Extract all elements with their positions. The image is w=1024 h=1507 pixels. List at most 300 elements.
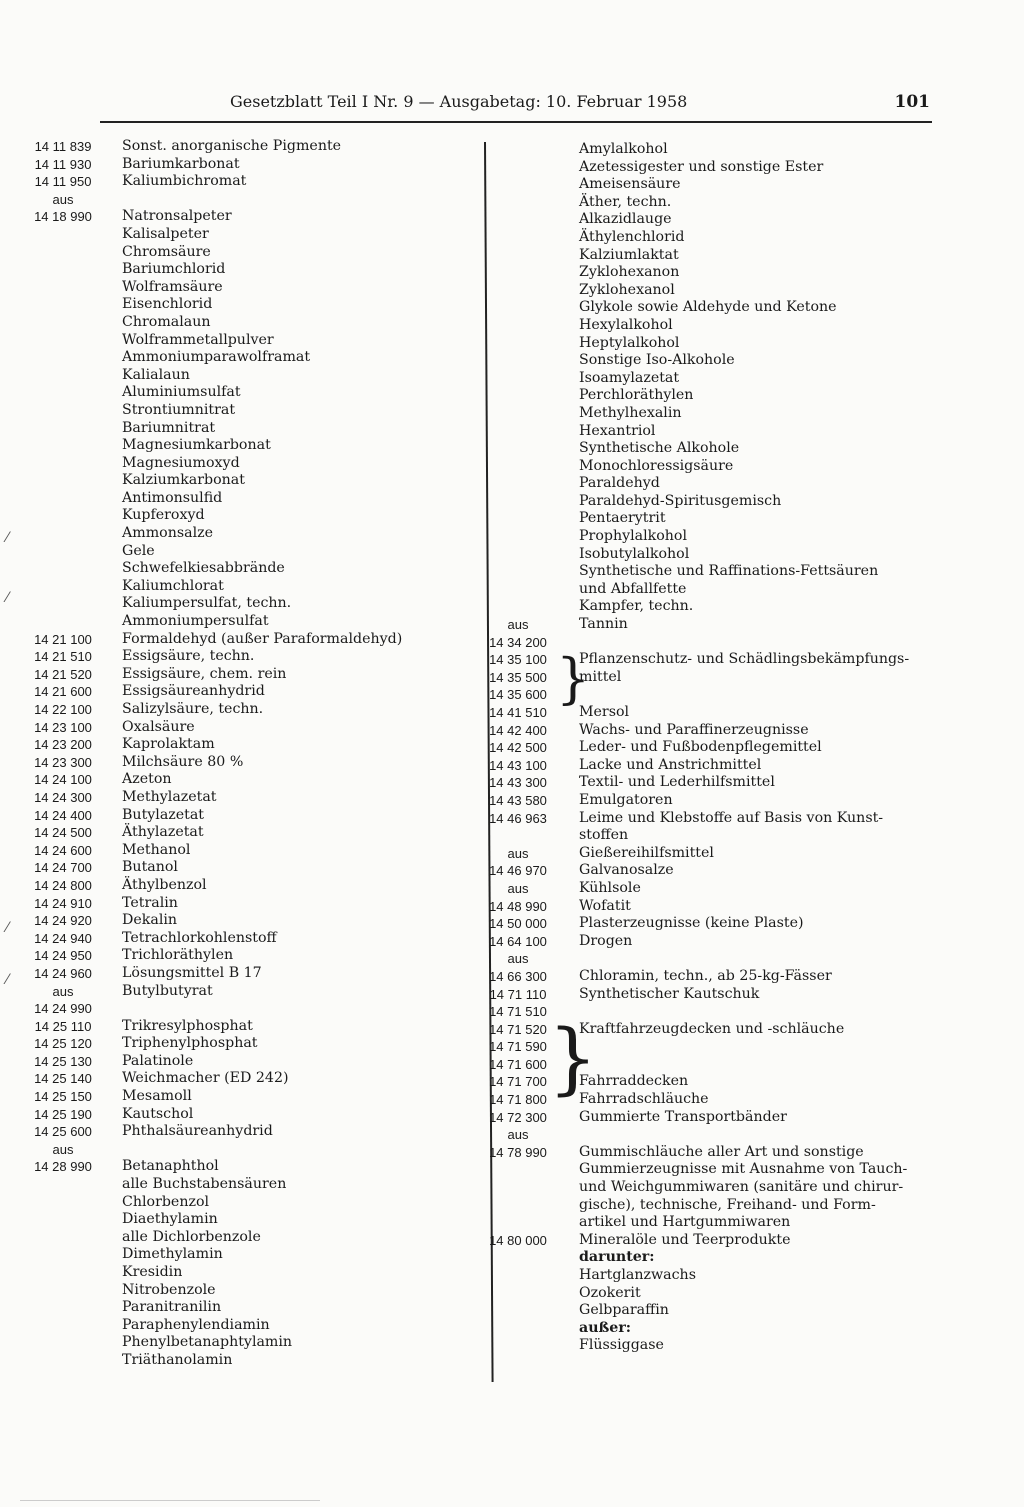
commodity-description: Wachs- und Paraffinerzeugnisse [579, 721, 809, 738]
commodity-code: 14 46 970 [489, 863, 547, 879]
right-column-entry [476, 546, 936, 564]
commodity-description: Kampfer, techn. [579, 598, 694, 615]
commodity-code: 14 24 960 [34, 965, 92, 981]
left-column-entry [20, 332, 460, 350]
commodity-description: Bariumkarbonat [122, 155, 240, 172]
commodity-description: Ozokerit [579, 1284, 641, 1301]
commodity-description: Äthylazetat [122, 824, 204, 841]
right-column-entry [476, 458, 936, 476]
commodity-description: Synthetischer Kautschuk [579, 985, 760, 1002]
commodity-description: Lösungsmittel B 17 [122, 964, 262, 981]
commodity-code: 14 24 920 [34, 913, 92, 929]
commodity-description: Kaliumpersulfat, techn. [122, 595, 292, 612]
right-column-entry [476, 1320, 936, 1338]
right-column-entry [476, 528, 936, 546]
left-column-entry [20, 191, 460, 209]
left-column-entry [20, 1334, 460, 1352]
commodity-code: 14 25 110 [34, 1018, 92, 1034]
commodity-description: alle Buchstabensäuren [122, 1176, 287, 1193]
commodity-description: Azetessigester und sonstige Ester [579, 158, 824, 175]
right-column-entry [476, 229, 936, 247]
commodity-description: Zyklohexanon [579, 264, 680, 281]
commodity-description: Butylazetat [122, 806, 205, 823]
commodity-description: Paraphenylendiamin [122, 1316, 270, 1333]
commodity-code: 14 24 500 [34, 825, 92, 841]
commodity-description: und Weichgummiwaren (sanitäre und chirur- [579, 1179, 904, 1196]
right-column-entry [476, 1232, 936, 1250]
commodity-code: 14 80 000 [489, 1232, 547, 1248]
commodity-description: Formaldehyd (außer Paraformaldehyd) [122, 630, 403, 647]
commodity-description: Hartglanzwachs [579, 1267, 696, 1283]
right-column-entry [476, 986, 936, 1004]
right-column-entry [476, 1302, 936, 1320]
right-column-entry [476, 475, 936, 493]
commodity-description: stoffen [579, 827, 629, 844]
right-column-entry [476, 1197, 936, 1215]
right-column-entry [476, 282, 936, 300]
commodity-code: 14 71 590 [489, 1039, 547, 1055]
commodity-description: Tetralin [122, 894, 178, 911]
commodity-description: Isobutylalkohol [579, 545, 690, 562]
left-column-entry [20, 842, 460, 860]
commodity-description: Strontiumnitrat [122, 401, 236, 418]
brace-kraftfahrzeug: } [548, 1014, 598, 1104]
right-column-entry [476, 1073, 936, 1091]
commodity-code: 14 42 400 [489, 722, 547, 738]
right-column [476, 141, 936, 1355]
right-column-entry [476, 968, 936, 986]
right-column-entry [476, 1091, 936, 1109]
commodity-description: Gummierte Transportbänder [579, 1108, 787, 1125]
left-column-entry [20, 719, 460, 737]
commodity-description: Butanol [122, 859, 178, 876]
commodity-description: Kupferoxyd [122, 507, 205, 524]
commodity-code: 14 24 950 [34, 948, 92, 964]
commodity-description: Wolframsäure [122, 278, 223, 295]
commodity-description: außer: [579, 1319, 632, 1336]
left-column-entry [20, 490, 460, 508]
commodity-description: Leime und Klebstoffe auf Basis von Kunst- [579, 809, 884, 826]
commodity-description: Trichloräthylen [122, 947, 234, 964]
commodity-description: Dekalin [122, 912, 178, 929]
left-column-entry [20, 1317, 460, 1335]
commodity-code: aus [507, 617, 529, 633]
left-column-entry [20, 578, 460, 596]
commodity-code: 14 64 100 [489, 933, 547, 949]
left-column-entry [20, 701, 460, 719]
left-column-entry [20, 1211, 460, 1229]
right-column-entry [476, 211, 936, 229]
commodity-description: Äthylbenzol [122, 876, 207, 893]
commodity-code: 14 24 700 [34, 860, 92, 876]
commodity-code: 14 71 110 [489, 986, 547, 1002]
commodity-code: 14 21 510 [34, 649, 92, 665]
commodity-description: Monochloressigsäure [579, 457, 734, 474]
right-column-entry [476, 510, 936, 528]
left-column-entry [20, 244, 460, 262]
commodity-code: 14 21 600 [34, 684, 92, 700]
commodity-code: aus [52, 1141, 74, 1157]
commodity-code: aus [507, 845, 529, 861]
commodity-description: Ammonsalze [122, 525, 213, 542]
right-column-entry [476, 1179, 936, 1197]
left-column-entry [20, 314, 460, 332]
commodity-description: Drogen [579, 932, 633, 949]
commodity-description: Natronsalpeter [122, 208, 232, 225]
left-column-entry [20, 1352, 460, 1370]
commodity-description: Alkazidlauge [579, 211, 672, 228]
right-column-entry [476, 1214, 936, 1232]
left-column-entry [20, 789, 460, 807]
commodity-code: 14 11 930 [34, 156, 92, 172]
commodity-description: Kalziumlaktat [579, 246, 679, 263]
commodity-code: 14 23 100 [34, 719, 92, 735]
commodity-description: Salizylsäure, techn. [122, 701, 264, 717]
commodity-code: 14 42 500 [489, 740, 547, 756]
commodity-code: aus [507, 951, 529, 967]
commodity-description: Kaliumbichromat [122, 173, 247, 190]
commodity-description: Textil- und Lederhilfsmittel [579, 774, 775, 791]
commodity-description: Milchsäure 80 % [122, 753, 244, 770]
left-column-entry [20, 138, 460, 156]
gazette-title: Gesetzblatt Teil I Nr. 9 — Ausgabetag: 10. Februar 1958 [230, 92, 688, 111]
commodity-code: aus [52, 191, 74, 207]
margin-tick-mark: ⁄ [6, 972, 9, 988]
left-column [20, 138, 460, 1370]
commodity-description: Kautschol [122, 1105, 194, 1122]
right-column-entry [476, 176, 936, 194]
commodity-description: Phthalsäureanhydrid [122, 1123, 273, 1140]
commodity-code: 14 48 990 [489, 898, 547, 914]
left-column-entry [20, 1000, 460, 1018]
right-column-entry [476, 1003, 936, 1021]
right-column-entry [476, 423, 936, 441]
left-column-entry [20, 631, 460, 649]
left-column-entry [20, 877, 460, 895]
right-column-entry [476, 598, 936, 616]
commodity-code: 14 24 800 [34, 877, 92, 893]
left-column-entry [20, 1158, 460, 1176]
brace-pflanzenschutz: } [556, 647, 591, 710]
left-column-entry [20, 666, 460, 684]
commodity-code: 14 78 990 [489, 1144, 547, 1160]
commodity-description: Isoamylazetat [579, 369, 680, 386]
commodity-code: 14 25 120 [34, 1036, 92, 1052]
commodity-description: Eisenchlorid [122, 296, 213, 313]
commodity-description: Fahrradschläuche [579, 1091, 709, 1108]
right-column-entry [476, 651, 936, 669]
left-column-entry [20, 560, 460, 578]
left-column-entry [20, 402, 460, 420]
right-column-entry [476, 1126, 936, 1144]
left-column-entry [20, 279, 460, 297]
right-column-entry [476, 299, 936, 317]
left-column-entry [20, 384, 460, 402]
right-column-entry [476, 1285, 936, 1303]
commodity-description: Kalisalpeter [122, 225, 209, 242]
commodity-description: und Abfallfette [579, 580, 687, 597]
commodity-code: 14 50 000 [489, 916, 547, 932]
commodity-description: Methanol [122, 841, 191, 858]
right-column-entry [476, 1267, 936, 1285]
commodity-description: Lacke und Anstrichmittel [579, 756, 762, 773]
commodity-code: 14 66 300 [489, 968, 547, 984]
commodity-code: 14 43 580 [489, 792, 547, 808]
commodity-description: Essigsäureanhydrid [122, 683, 265, 700]
commodity-description: Paraldehyd [579, 475, 660, 492]
commodity-code: aus [52, 983, 74, 999]
right-column-entry [476, 1056, 936, 1074]
commodity-description: Tetrachlorkohlenstoff [122, 929, 277, 946]
commodity-description: alle Dichlorbenzole [122, 1228, 261, 1245]
commodity-code: 14 35 500 [489, 669, 547, 685]
right-column-entry [476, 159, 936, 177]
commodity-code: 14 28 990 [34, 1159, 92, 1175]
left-column-entry [20, 595, 460, 613]
commodity-description: Glykole sowie Aldehyde und Ketone [579, 299, 837, 316]
right-column-entry [476, 581, 936, 599]
left-column-entry [20, 261, 460, 279]
commodity-description: Synthetische Alkohole [579, 440, 740, 457]
left-column-entry [20, 208, 460, 226]
commodity-code: 14 34 200 [489, 634, 547, 650]
right-column-entry [476, 757, 936, 775]
right-column-entry [476, 370, 936, 388]
left-column-entry [20, 1106, 460, 1124]
commodity-code: 14 71 700 [489, 1074, 547, 1090]
commodity-description: Sonst. anorganische Pigmente [122, 138, 342, 154]
commodity-description: Äther, techn. [579, 193, 672, 210]
left-column-entry [20, 349, 460, 367]
left-column-entry [20, 771, 460, 789]
left-column-entry [20, 859, 460, 877]
commodity-description: artikel und Hartgummiwaren [579, 1214, 791, 1231]
left-column-entry [20, 895, 460, 913]
left-column-entry [20, 226, 460, 244]
right-column-entry [476, 774, 936, 792]
left-column-entry [20, 947, 460, 965]
commodity-description: Gele [122, 542, 155, 559]
commodity-description: Paranitranilin [122, 1299, 222, 1316]
left-column-entry [20, 930, 460, 948]
commodity-description: Kraftfahrzeugdecken und -schläuche [579, 1020, 845, 1037]
commodity-code: aus [507, 880, 529, 896]
left-column-entry [20, 1088, 460, 1106]
commodity-description: Methylazetat [122, 788, 217, 805]
commodity-description: Zyklohexanol [579, 281, 675, 298]
commodity-description: Chromsäure [122, 243, 211, 260]
right-column-entry [476, 317, 936, 335]
right-column-entry [476, 141, 936, 159]
page-header [230, 88, 930, 116]
commodity-description: Magnesiumkarbonat [122, 437, 271, 454]
commodity-code: 14 43 100 [489, 757, 547, 773]
left-column-entry [20, 472, 460, 490]
commodity-description: Bariumnitrat [122, 419, 216, 436]
commodity-description: Chlorbenzol [122, 1193, 210, 1210]
commodity-code: 14 24 400 [34, 807, 92, 823]
commodity-code: 14 35 600 [489, 687, 547, 703]
commodity-description: Mesamoll [122, 1088, 192, 1105]
commodity-description: Azeton [122, 771, 172, 788]
commodity-description: Pentaerytrit [579, 510, 666, 527]
commodity-description: Chromalaun [122, 313, 211, 330]
right-column-entry [476, 616, 936, 634]
commodity-description: Fahrraddecken [579, 1073, 689, 1090]
commodity-code: 14 25 190 [34, 1106, 92, 1122]
commodity-description: Hexylalkohol [579, 316, 673, 333]
right-column-entry [476, 1249, 936, 1267]
left-column-entry [20, 1176, 460, 1194]
left-column-entry [20, 156, 460, 174]
commodity-code: 14 25 150 [34, 1089, 92, 1105]
right-column-entry [476, 845, 936, 863]
commodity-code: 14 24 600 [34, 842, 92, 858]
commodity-code: 14 25 600 [34, 1124, 92, 1140]
left-column-entry [20, 507, 460, 525]
commodity-description: Gelbparaffin [579, 1302, 669, 1319]
commodity-code: 14 11 839 [34, 139, 92, 154]
commodity-description: Gießereihilfsmittel [579, 844, 714, 861]
right-column-entry [476, 704, 936, 722]
right-column-entry [476, 1337, 936, 1355]
commodity-description: Phenylbetanaphtylamin [122, 1334, 293, 1351]
left-column-entry [20, 1194, 460, 1212]
commodity-description: Trikresylphosphat [122, 1017, 253, 1034]
right-column-entry [476, 634, 936, 652]
commodity-description: Perchloräthylen [579, 387, 694, 404]
right-column-entry [476, 335, 936, 353]
right-column-entry [476, 915, 936, 933]
left-column-entry [20, 613, 460, 631]
right-column-entry [476, 739, 936, 757]
commodity-code: 14 24 100 [34, 772, 92, 788]
right-column-entry [476, 264, 936, 282]
right-column-entry [476, 862, 936, 880]
right-column-entry [476, 669, 936, 687]
left-column-entry [20, 1123, 460, 1141]
right-column-entry [476, 493, 936, 511]
commodity-description: Kalziumkarbonat [122, 472, 245, 489]
right-column-entry [476, 1021, 936, 1039]
right-column-entry [476, 686, 936, 704]
commodity-code: 14 23 200 [34, 737, 92, 753]
right-column-entry [476, 880, 936, 898]
commodity-description: Palatinole [122, 1052, 194, 1069]
bottom-scan-edge [20, 1500, 320, 1501]
commodity-description: Prophylalkohol [579, 528, 687, 545]
left-column-entry [20, 1141, 460, 1159]
left-column-entry [20, 543, 460, 561]
commodity-description: Methylhexalin [579, 404, 682, 421]
right-column-entry [476, 933, 936, 951]
commodity-description: Kühlsole [579, 879, 641, 896]
margin-tick-mark: ⁄ [6, 530, 9, 546]
commodity-code: 14 71 800 [489, 1092, 547, 1108]
commodity-code: 14 21 100 [34, 631, 92, 647]
commodity-description: Gummierzeugnisse mit Ausnahme von Tauch- [579, 1161, 908, 1178]
commodity-code: 14 24 940 [34, 930, 92, 946]
commodity-description: Hexantriol [579, 422, 656, 439]
commodity-description: Wofatit [579, 897, 631, 914]
left-column-entry [20, 525, 460, 543]
right-column-entry [476, 563, 936, 581]
page-number: 101 [894, 92, 930, 112]
left-column-entry [20, 1246, 460, 1264]
commodity-code: aus [507, 1127, 529, 1143]
commodity-code: 14 71 600 [489, 1056, 547, 1072]
commodity-description: mittel [579, 668, 622, 685]
commodity-code: 14 22 100 [34, 702, 92, 717]
commodity-description: Bariumchlorid [122, 261, 226, 278]
commodity-description: Diaethylamin [122, 1211, 218, 1228]
commodity-description: Magnesiumoxyd [122, 454, 240, 471]
left-column-entry [20, 1229, 460, 1247]
right-column-entry [476, 810, 936, 828]
commodity-code: 14 25 140 [34, 1071, 92, 1087]
commodity-description: Ammoniumparawolframat [122, 349, 311, 366]
commodity-description: Kaliumchlorat [122, 577, 224, 594]
left-column-entry [20, 1299, 460, 1317]
commodity-description: Galvanosalze [579, 862, 674, 879]
commodity-description: Synthetische und Raffinations-Fettsäuren [579, 563, 879, 580]
commodity-description: darunter: [579, 1249, 655, 1266]
commodity-code: 14 41 510 [489, 705, 547, 720]
left-column-entry [20, 420, 460, 438]
commodity-description: Plasterzeugnisse (keine Plaste) [579, 915, 804, 932]
commodity-code: 14 72 300 [489, 1109, 547, 1125]
left-column-entry [20, 455, 460, 473]
commodity-description: gische), technische, Freihand- und Form- [579, 1196, 876, 1213]
commodity-description: Heptylalkohol [579, 334, 680, 351]
commodity-description: Sonstige Iso-Alkohole [579, 352, 735, 369]
left-column-entry [20, 807, 460, 825]
right-column-entry [476, 405, 936, 423]
right-column-entry [476, 792, 936, 810]
commodity-description: Kaprolaktam [122, 736, 215, 753]
commodity-description: Paraldehyd-Spiritusgemisch [579, 492, 782, 509]
commodity-description: Äthylenchlorid [579, 228, 685, 245]
right-column-entry [476, 194, 936, 212]
commodity-description: Antimonsulfid [122, 489, 223, 506]
header-rule [100, 121, 932, 123]
margin-tick-mark: ⁄ [6, 920, 9, 936]
commodity-description: Essigsäure, chem. rein [122, 665, 287, 682]
commodity-code: 14 24 300 [34, 789, 92, 805]
commodity-code: 14 23 300 [34, 754, 92, 770]
right-column-entry [476, 1109, 936, 1127]
commodity-description: Nitrobenzole [122, 1281, 216, 1298]
left-column-entry [20, 824, 460, 842]
commodity-description: Weichmacher (ED 242) [122, 1070, 289, 1087]
right-column-entry [476, 387, 936, 405]
commodity-description: Essigsäure, techn. [122, 648, 255, 665]
right-column-entry [476, 950, 936, 968]
left-column-entry [20, 648, 460, 666]
margin-tick-mark: ⁄ [6, 590, 9, 606]
left-column-entry [20, 983, 460, 1001]
commodity-description: Ameisensäure [579, 176, 681, 193]
right-column-entry [476, 247, 936, 265]
right-column-entry [476, 1161, 936, 1179]
commodity-description: Mineralöle und Teerprodukte [579, 1231, 791, 1248]
commodity-description: Mersol [579, 704, 630, 720]
left-column-entry [20, 1282, 460, 1300]
commodity-code: 14 25 130 [34, 1053, 92, 1069]
left-column-entry [20, 1035, 460, 1053]
commodity-code: 14 24 990 [34, 1001, 92, 1017]
commodity-description: Pflanzenschutz- und Schädlingsbekämpfungs- [579, 651, 910, 668]
